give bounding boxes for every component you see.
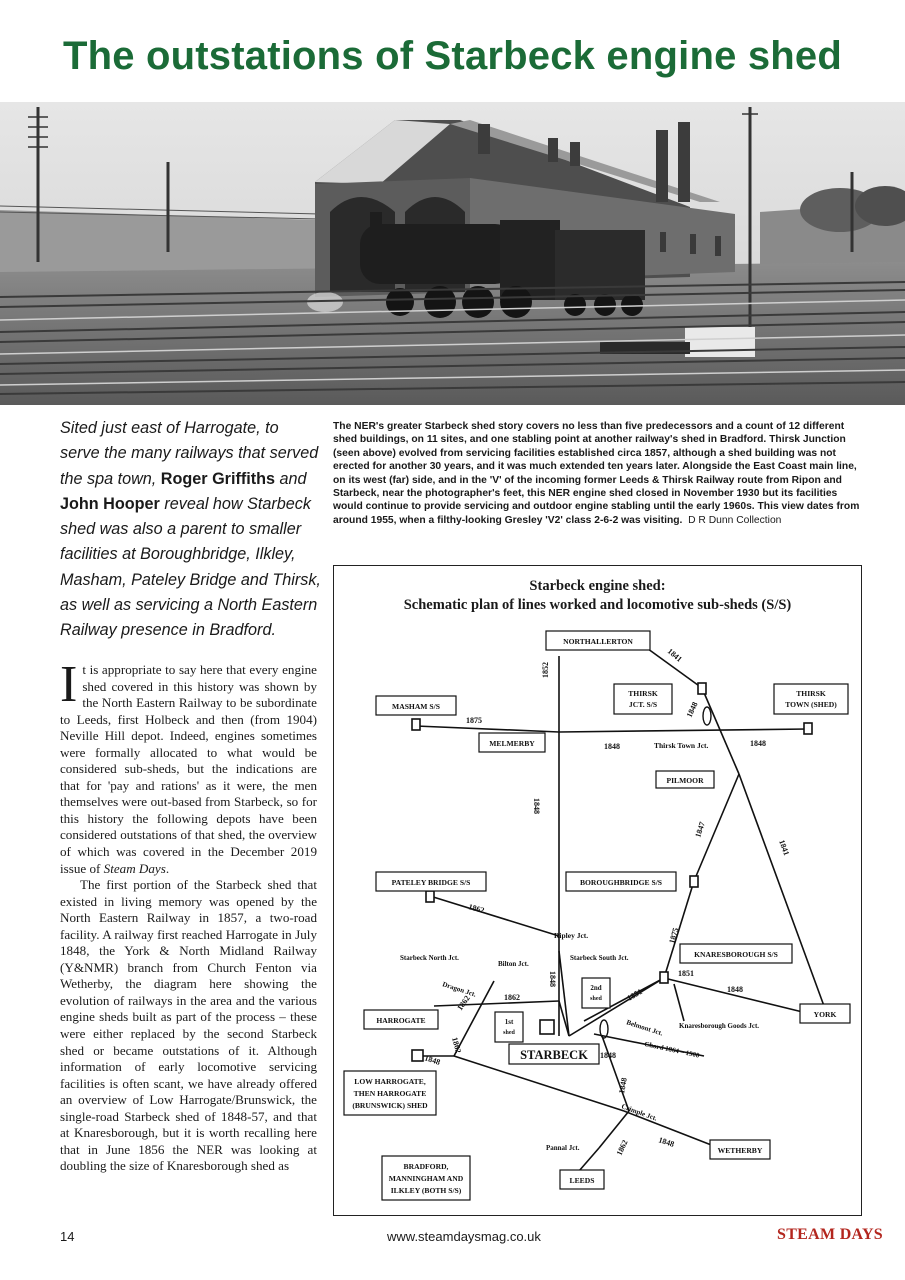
box-bradford-line3: ILKLEY (BOTH S/S) — [390, 1186, 462, 1195]
label-1848-e: 1848 — [548, 971, 557, 987]
box-northallerton: NORTHALLERTON — [563, 637, 633, 646]
label-crimple-jct: Crimple Jct. — [620, 1102, 659, 1123]
label-1841-a: 1841 — [665, 646, 684, 664]
box-melmerby: MELMERBY — [489, 739, 535, 748]
label-knaresborough-goods-jct: Knaresborough Goods Jct. — [679, 1022, 760, 1030]
article-body — [60, 656, 317, 1175]
standfirst — [60, 416, 322, 644]
box-low-harrogate-line1: LOW HARROGATE, — [354, 1077, 426, 1086]
label-thirsk-town-jct: Thirsk Town Jct. — [654, 741, 709, 750]
label-1841-b: 1841 — [777, 838, 792, 857]
steam-days-logo: STEAM DAYS — [777, 1226, 883, 1243]
caption-text: The NER's greater Starbeck shed story covers no less than five predecessors and a count of 12 different shed buildings, on 11 sites, and one stabling point at another railway's shed in Bradford. Thirsk Junction (seen above) evolved from servicing facilities established circa 1857, although a shed building was not erected for another 30 years, and it was much extended ten years later. Alongside the East Coast main line, on its west (far) side, and in the 'V' of the incoming former Leeds & Thirsk Railway route from Ripon and Starbeck, near the photographer's feet, this NER engine shed closed in November 1930 but its facilities would continue to provide servicing and outdoor engine stabling until the early 1960s. This view dates from around 1955, when a filthy-looking Gresley 'V2' class 2-6-2 was visiting. — [333, 421, 860, 526]
label-1852: 1852 — [541, 662, 550, 678]
box-boroughbridge: BOROUGHBRIDGE S/S — [579, 878, 663, 887]
label-chord: Chord 1864 – 1900 — [643, 1040, 701, 1060]
box-thirsk-town-line2: TOWN (SHED) — [785, 700, 837, 709]
intro-text-and: and — [275, 469, 307, 488]
schematic-diagram — [333, 565, 862, 1216]
label-starbeck-north-jct: Starbeck North Jct. — [400, 954, 459, 962]
drop-cap: I — [60, 656, 78, 713]
box-knaresborough: KNARESBOROUGH S/S — [694, 950, 778, 959]
author-john-hooper: John Hooper — [60, 494, 160, 513]
box-shed2-line1: 2nd — [590, 984, 602, 992]
page-number: 14 — [60, 1229, 75, 1244]
label-ripley-jct: Ripley Jct. — [554, 931, 589, 940]
label-1862-b: 1862 — [504, 993, 520, 1002]
box-masham: MASHAM S/S — [392, 702, 440, 711]
magazine-title: Steam Days — [103, 860, 166, 876]
label-1862-d: 1862 — [450, 1036, 463, 1054]
label-1848-b: 1848 — [604, 742, 620, 751]
label-1847: 1847 — [693, 820, 707, 839]
box-low-harrogate-line3: (BRUNSWICK) SHED — [352, 1101, 428, 1110]
footer-url: www.steamdaysmag.co.uk — [387, 1229, 541, 1244]
label-dragon-jct: Dragon Jct. — [441, 980, 478, 999]
author-roger-griffiths: Roger Griffiths — [160, 469, 276, 488]
photo-credit: D R Dunn Collection — [688, 514, 782, 526]
label-1848-d: 1848 — [750, 739, 766, 748]
label-1875-a: 1875 — [466, 716, 482, 725]
box-leeds: LEEDS — [569, 1176, 595, 1185]
label-1848-i: 1848 — [617, 1077, 629, 1095]
label-1848-h: 1848 — [600, 1051, 616, 1060]
paragraph-1 — [60, 656, 317, 877]
box-thirsk-town-line1: THIRSK — [796, 689, 826, 698]
page-title: The outstations of Starbeck engine shed — [62, 34, 843, 78]
label-1851-b: 1851 — [678, 969, 694, 978]
diagram-lines — [334, 566, 863, 1217]
paragraph-2: The first portion of the Starbeck shed that existed in living memory was opened by the North Eastern Railway in 1857, a two-road facility. A railway first reached Harrogate in July 1848, the York & North Midland Railway (Y&NMR) branch from Church Fenton via Wetherby, the diagram here showing the evolution of railways in the area and the various engine sheds built as part of the process – these were either replaced by the second Starbeck shed or became outstations of it. Although information of early locomotive servicing facilities is often scant, we have already offered an overview of Low Harrogate/Brunswick, the single-road Starbeck shed of 1848-57, and that at Knaresborough, but it is worth recalling here that in June 1856 the NER was looking at doubling the size of Knaresborough shed as — [60, 877, 317, 1174]
label-pannal-jct: Pannal Jct. — [546, 1144, 580, 1152]
label-1848-f: 1848 — [727, 985, 743, 994]
label-1862-c: 1862 — [455, 993, 472, 1013]
label-starbeck-south-jct: Starbeck South Jct. — [570, 954, 629, 962]
intro-text-end: reveal how Starbeck shed was also a parent to smaller facilities at Boroughbridge, Ilkley, Masham, Pateley Bridge and Thirsk, as well as servicing a North Eastern Railway presence in Bradford. — [60, 494, 321, 640]
label-1848-c: 1848 — [532, 798, 541, 814]
box-thirsk-jct-line1: THIRSK — [628, 689, 658, 698]
photo-engine-shed — [0, 102, 905, 405]
box-harrogate: HARROGATE — [376, 1016, 426, 1025]
paragraph-1-text: t is appropriate to say here that every engine shed covered in this history was shown by the North Eastern Railway to be subordinate to Leeds, first Holbeck and then (from 1904) Neville Hill depot. Indeed, engines sometimes were formally allocated to what would be considered sub-sheds, but the indications are that for 'pay and rations' as it were, the men themselves were out-based from Starbeck, so for this history the following depots have been considered outstations of that shed, the overview of which was covered in the December 2019 issue of — [60, 662, 317, 876]
box-bradford-line1: BRADFORD, — [403, 1162, 449, 1171]
photo-caption — [333, 420, 863, 527]
box-pateley-bridge: PATELEY BRIDGE S/S — [391, 878, 471, 887]
label-1848-g: 1848 — [423, 1053, 442, 1067]
box-thirsk-jct-line2: JCT. S/S — [628, 700, 658, 709]
paragraph-1-end: . — [165, 860, 170, 876]
label-1875-b: 1875 — [667, 926, 681, 945]
box-shed1-line2: shed — [503, 1030, 515, 1036]
box-wetherby: WETHERBY — [717, 1146, 763, 1155]
label-bilton-jct: Bilton Jct. — [498, 960, 529, 968]
label-belmont-jct: Belmont Jct. — [625, 1018, 664, 1038]
label-1862-e: 1862 — [614, 1138, 630, 1157]
box-shed2-line2: shed — [590, 996, 602, 1002]
box-pilmoor: PILMOOR — [666, 776, 704, 785]
box-starbeck: STARBECK — [520, 1048, 588, 1062]
box-bradford-line2: MANNINGHAM AND — [388, 1174, 464, 1183]
label-1848-a: 1848 — [684, 700, 700, 719]
box-york: YORK — [813, 1010, 837, 1019]
label-1851-a: 1851 — [625, 986, 644, 1003]
label-1848-j: 1848 — [657, 1135, 676, 1149]
diagram-title-line1: Starbeck engine shed: — [529, 578, 666, 594]
box-low-harrogate-line2: THEN HARROGATE — [353, 1089, 427, 1098]
box-shed1-line1: 1st — [504, 1018, 514, 1026]
diagram-title-line2: Schematic plan of lines worked and locomotive sub-sheds (S/S) — [403, 597, 792, 613]
label-1862-a: 1862 — [467, 902, 486, 916]
intro-text-start: Sited just east of Harrogate, to serve the many railways that served the spa town, — [60, 419, 319, 488]
